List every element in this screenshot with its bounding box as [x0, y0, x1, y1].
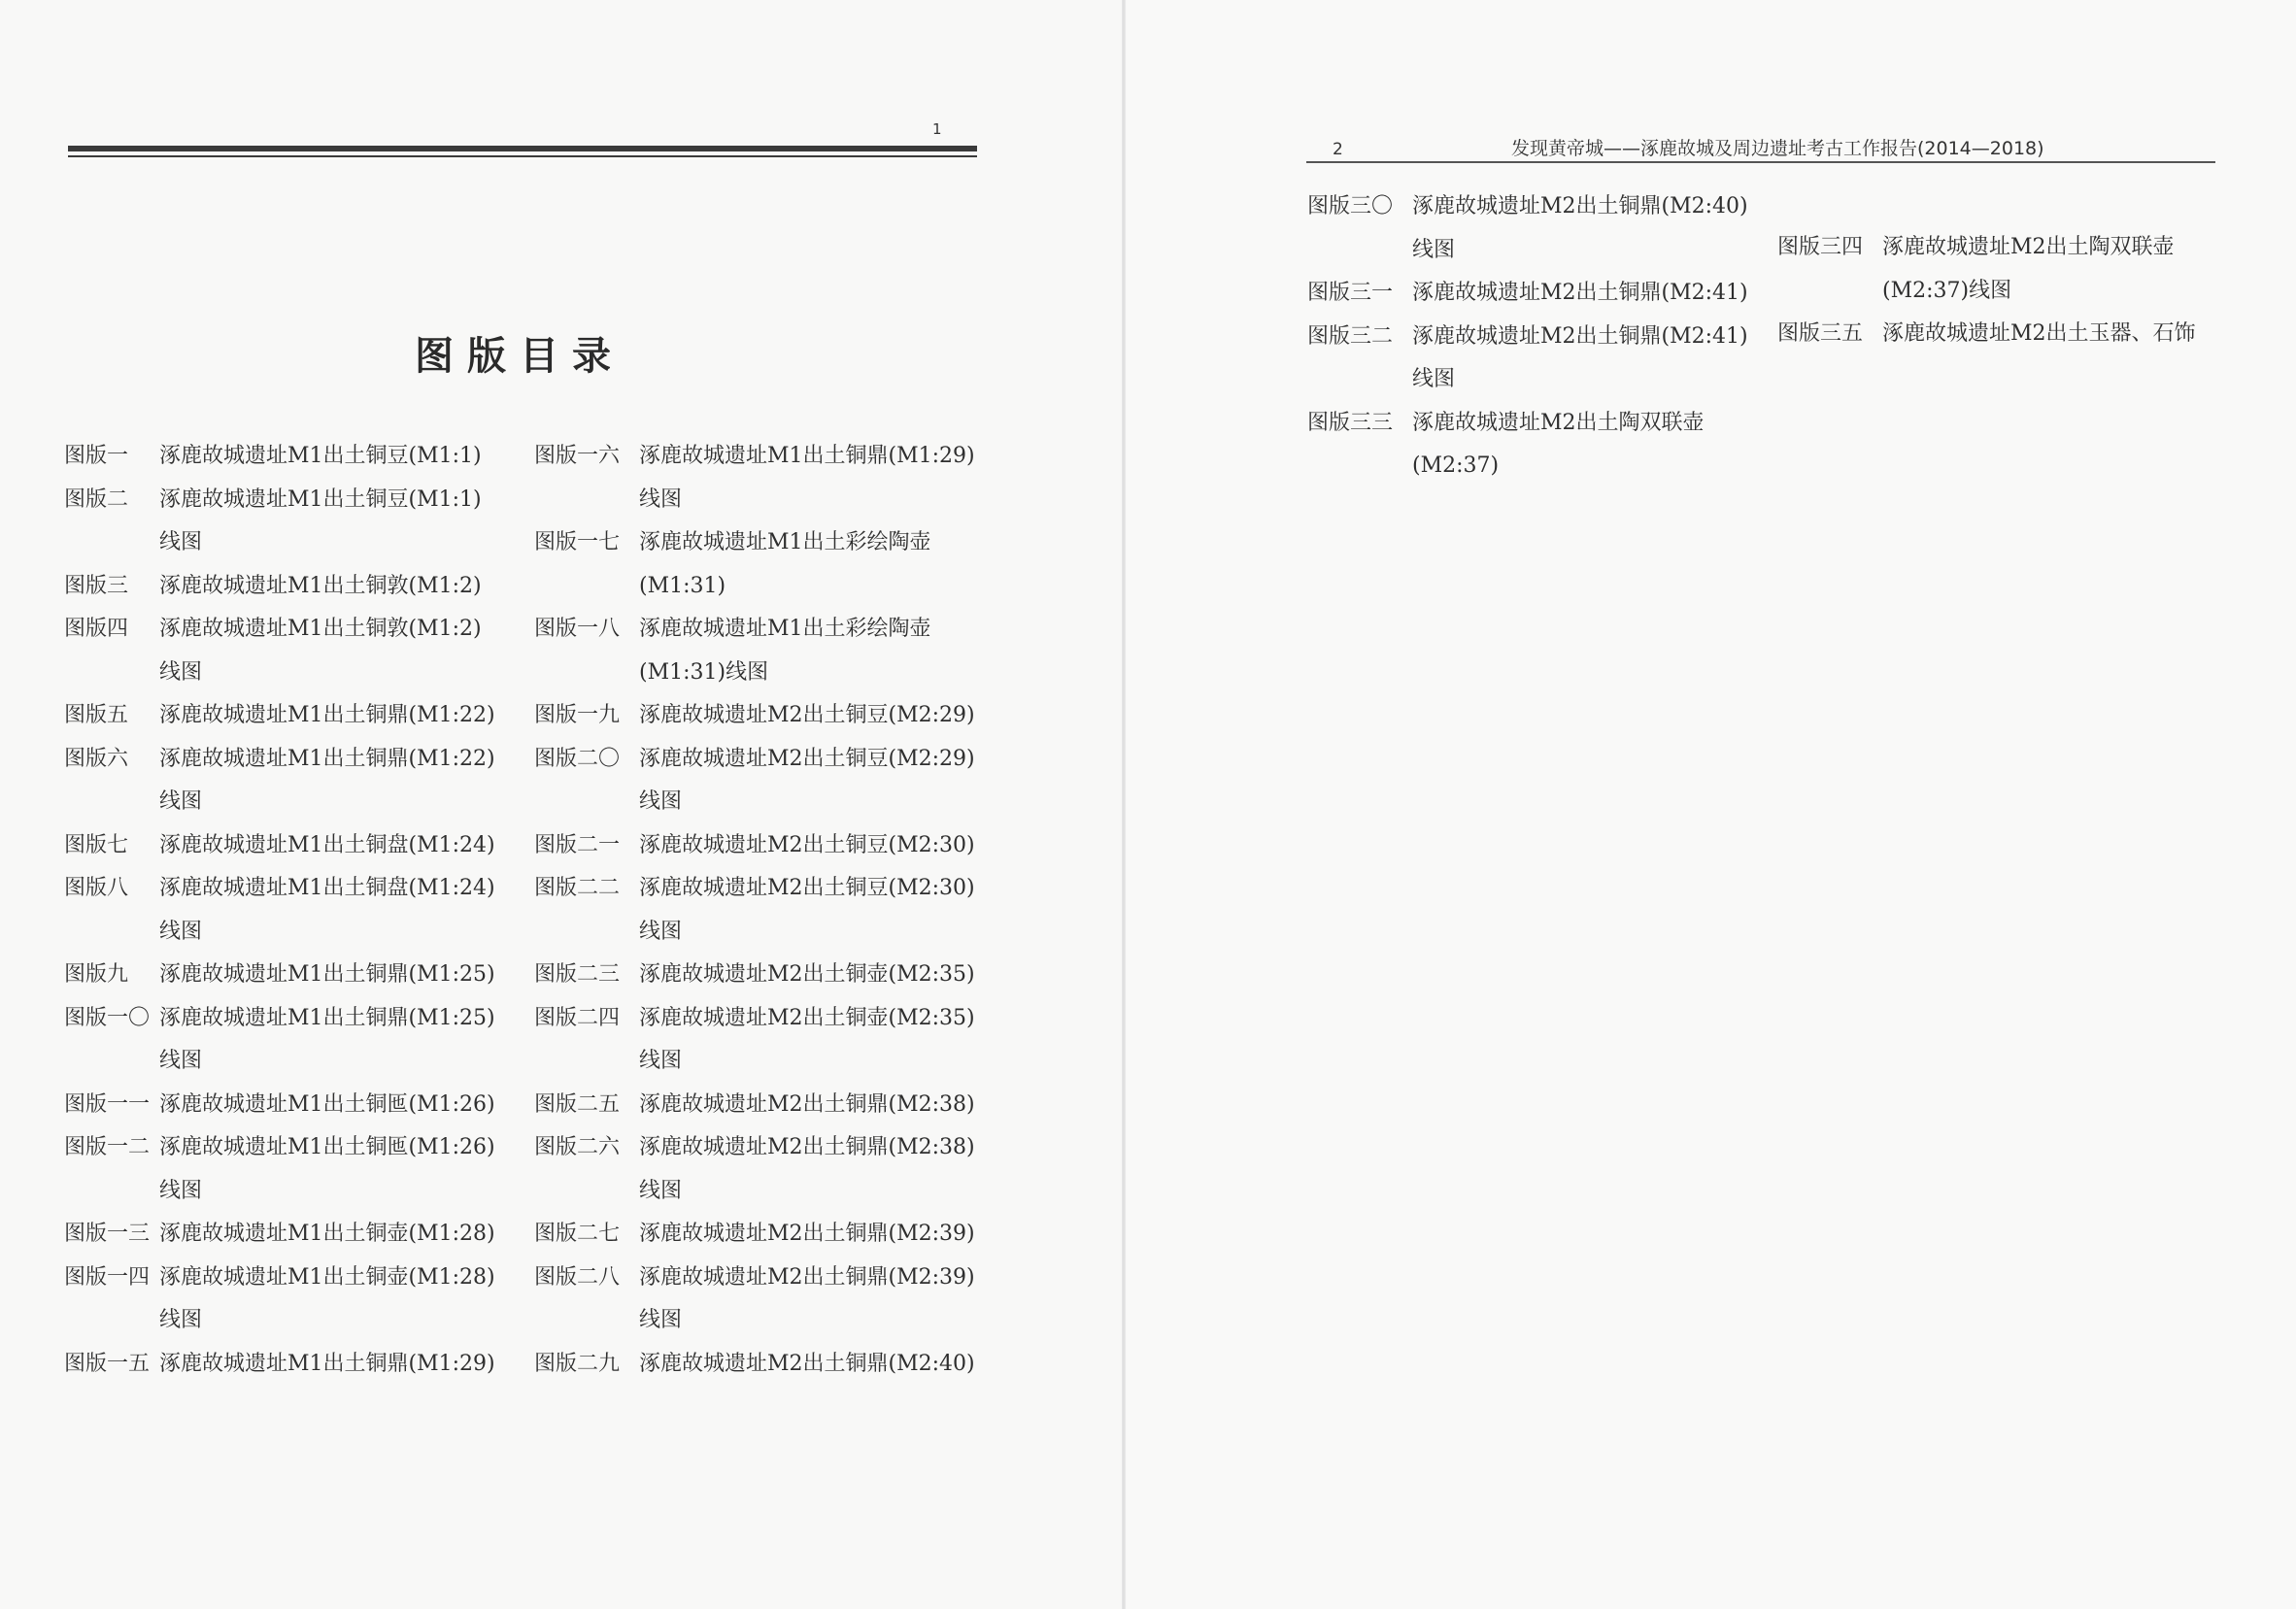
toc-entry-label: 图版二〇	[534, 746, 621, 771]
toc-entry-label: 图版一〇	[64, 1005, 151, 1030]
toc-entry-label: 图版五	[64, 703, 129, 727]
toc-entry-label: 图版二	[64, 486, 129, 512]
toc-entry-title: 涿鹿故城遗址M1出土铜盘(M1:24)	[159, 876, 495, 900]
toc-entry-continuation: 线图	[159, 1049, 203, 1073]
toc-entry-label: 图版二八	[534, 1264, 621, 1290]
toc-entry-title: 涿鹿故城遗址M2出土铜壶(M2:35)	[639, 962, 975, 987]
toc-entry-label: 图版二一	[534, 832, 621, 857]
toc-entry-continuation: 线图	[1412, 367, 1456, 391]
toc-entry-label: 图版二四	[534, 1005, 621, 1030]
toc-entry-title: 涿鹿故城遗址M1出土铜豆(M1:1)	[159, 444, 482, 468]
toc-entry-title: 涿鹿故城遗址M2出土铜豆(M2:29)	[639, 746, 975, 771]
toc-entry-title: 涿鹿故城遗址M2出土铜豆(M2:30)	[639, 832, 975, 857]
toc-entry-label: 图版二五	[534, 1091, 621, 1117]
toc-entry-label: 图版三〇	[1307, 194, 1394, 218]
toc-entry-continuation: 线图	[159, 1308, 203, 1332]
toc-entry-title: 涿鹿故城遗址M2出土陶双联壶	[1882, 235, 2175, 259]
toc-entry-label: 图版四	[64, 617, 129, 641]
toc-entry-title: 涿鹿故城遗址M2出土铜豆(M2:30)	[639, 876, 975, 900]
toc-entry-title: 涿鹿故城遗址M1出土铜鼎(M1:25)	[159, 1005, 495, 1030]
toc-entry-title: 涿鹿故城遗址M1出土铜鼎(M1:29)	[159, 1351, 495, 1376]
running-head: 发现黄帝城——涿鹿故城及周边遗址考古工作报告(2014—2018)	[1511, 138, 2044, 159]
book-gutter	[1122, 0, 1126, 1609]
toc-entry-title: 涿鹿故城遗址M1出土铜壶(M1:28)	[159, 1264, 495, 1290]
toc-entry-title: 涿鹿故城遗址M2出土铜鼎(M2:38)	[639, 1135, 975, 1159]
toc-entry-title: 涿鹿故城遗址M2出土铜鼎(M2:41)	[1412, 281, 1748, 305]
toc-entry-title: 涿鹿故城遗址M1出土铜匜(M1:26)	[159, 1135, 495, 1159]
right-page-number: 2	[1333, 140, 1343, 159]
toc-entry-title: 涿鹿故城遗址M2出土铜豆(M2:29)	[639, 703, 975, 727]
toc-entry-title: 涿鹿故城遗址M2出土玉器、石饰	[1882, 321, 2196, 346]
toc-entry-continuation: 线图	[639, 789, 683, 814]
toc-entry-label: 图版二六	[534, 1135, 621, 1159]
toc-entry-title: 涿鹿故城遗址M1出土铜壶(M1:28)	[159, 1222, 495, 1246]
toc-entry-label: 图版三	[64, 573, 129, 598]
toc-entry-continuation: 线图	[639, 486, 683, 512]
toc-entry-title: 涿鹿故城遗址M2出土铜壶(M2:35)	[639, 1005, 975, 1030]
toc-entry-continuation: (M2:37)	[1412, 453, 1500, 478]
toc-entry-label: 图版八	[64, 876, 129, 900]
toc-entry-title: 涿鹿故城遗址M2出土铜鼎(M2:41)	[1412, 323, 1748, 349]
toc-entry-label: 图版一	[64, 444, 129, 468]
toc-entry-label: 图版三五	[1777, 321, 1864, 346]
toc-entry-label: 图版一四	[64, 1264, 151, 1290]
toc-entry-continuation: 线图	[159, 659, 203, 685]
toc-entry-title: 涿鹿故城遗址M1出土铜敦(M1:2)	[159, 617, 482, 641]
toc-entry-label: 图版三三	[1307, 410, 1394, 435]
toc-entry-title: 涿鹿故城遗址M1出土铜鼎(M1:25)	[159, 962, 495, 987]
toc-entry-label: 图版一二	[64, 1135, 151, 1159]
toc-entry-label: 图版一七	[534, 530, 621, 554]
toc-entry-title: 涿鹿故城遗址M2出土铜鼎(M2:39)	[639, 1222, 975, 1246]
left-page-number: 1	[932, 120, 942, 138]
header-rule-right	[1306, 161, 2215, 163]
toc-entry-label: 图版二七	[534, 1222, 621, 1246]
toc-entry-continuation: 线图	[159, 530, 203, 554]
page-title: 图版目录	[415, 333, 625, 379]
toc-entry-label: 图版一五	[64, 1351, 151, 1376]
toc-entry-label: 图版三二	[1307, 323, 1394, 349]
toc-entry-title: 涿鹿故城遗址M1出土铜鼎(M1:22)	[159, 703, 495, 727]
toc-entry-label: 图版一三	[64, 1222, 151, 1246]
header-rule-thick	[68, 146, 977, 151]
toc-entry-title: 涿鹿故城遗址M1出土彩绘陶壶	[639, 530, 931, 554]
toc-entry-label: 图版二九	[534, 1351, 621, 1376]
toc-entry-label: 图版一六	[534, 444, 621, 468]
toc-entry-title: 涿鹿故城遗址M1出土彩绘陶壶	[639, 617, 931, 641]
toc-entry-title: 涿鹿故城遗址M2出土铜鼎(M2:38)	[639, 1091, 975, 1117]
toc-entry-continuation: 线图	[159, 1178, 203, 1203]
toc-entry-title: 涿鹿故城遗址M2出土铜鼎(M2:39)	[639, 1264, 975, 1290]
toc-entry-label: 图版七	[64, 832, 129, 857]
toc-entry-continuation: 线图	[639, 1178, 683, 1203]
toc-entry-continuation: (M1:31)	[639, 573, 726, 598]
toc-entry-title: 涿鹿故城遗址M2出土陶双联壶	[1412, 410, 1705, 435]
toc-entry-title: 涿鹿故城遗址M1出土铜盘(M1:24)	[159, 832, 495, 857]
toc-entry-continuation: 线图	[639, 1308, 683, 1332]
toc-entry-title: 涿鹿故城遗址M1出土铜敦(M1:2)	[159, 573, 482, 598]
toc-entry-title: 涿鹿故城遗址M2出土铜鼎(M2:40)	[639, 1351, 975, 1376]
toc-entry-continuation: 线图	[159, 919, 203, 944]
toc-entry-title: 涿鹿故城遗址M1出土铜豆(M1:1)	[159, 486, 482, 512]
toc-entry-label: 图版九	[64, 962, 129, 987]
toc-entry-label: 图版一一	[64, 1091, 151, 1117]
toc-entry-label: 图版二二	[534, 876, 621, 900]
toc-entry-title: 涿鹿故城遗址M1出土铜鼎(M1:29)	[639, 444, 975, 468]
toc-entry-label: 图版一八	[534, 617, 621, 641]
toc-entry-continuation: (M2:37)线图	[1882, 278, 2012, 303]
toc-entry-continuation: 线图	[639, 1049, 683, 1073]
toc-entry-title: 涿鹿故城遗址M2出土铜鼎(M2:40)	[1412, 194, 1748, 218]
toc-entry-label: 图版三四	[1777, 235, 1864, 259]
toc-entry-continuation: (M1:31)线图	[639, 659, 769, 685]
toc-entry-label: 图版一九	[534, 703, 621, 727]
toc-entry-continuation: 线图	[1412, 237, 1456, 262]
toc-entry-continuation: 线图	[159, 789, 203, 814]
toc-entry-continuation: 线图	[639, 919, 683, 944]
header-rule-thin	[68, 155, 977, 157]
toc-entry-label: 图版三一	[1307, 281, 1394, 305]
toc-entry-title: 涿鹿故城遗址M1出土铜匜(M1:26)	[159, 1091, 495, 1117]
toc-entry-label: 图版六	[64, 746, 129, 771]
toc-entry-label: 图版二三	[534, 962, 621, 987]
toc-entry-title: 涿鹿故城遗址M1出土铜鼎(M1:22)	[159, 746, 495, 771]
